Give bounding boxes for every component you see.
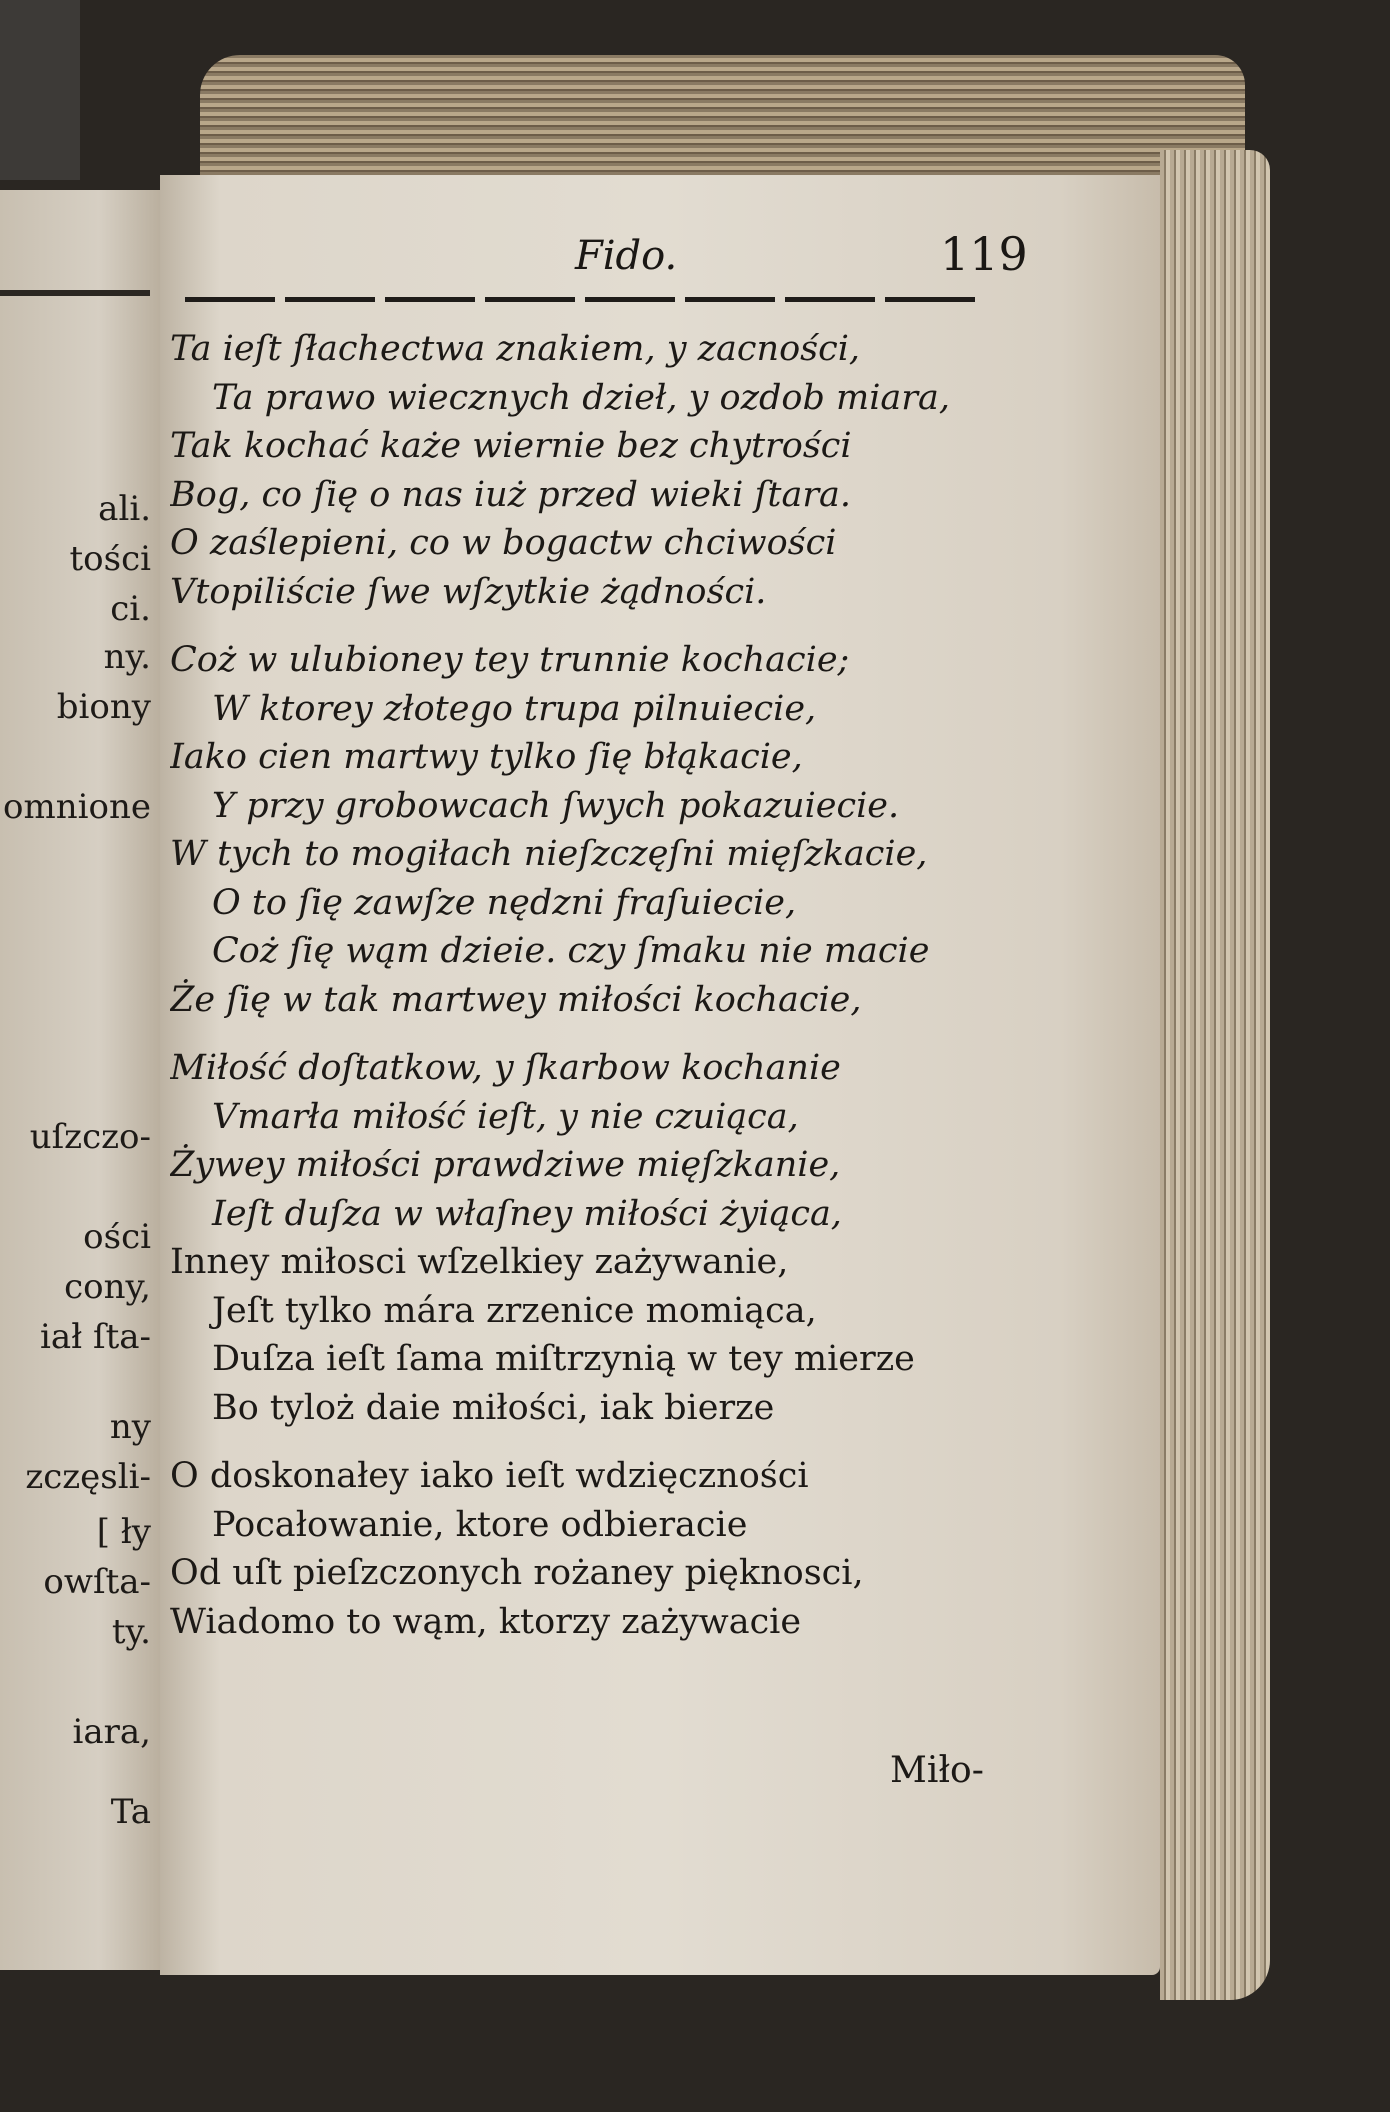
verse-line: Ta ieſt ſłachectwa znakiem, y zacności, (170, 329, 861, 369)
verse-line: Inney miłosci wſzelkiey zażywanie, (170, 1242, 789, 1282)
verse-line: W tych to mogiłach nieſzczęſni mięſzkacie, (170, 834, 928, 874)
left-fragment: biony (56, 687, 151, 727)
verse-line: Iako cien martwy tylko ſię błąkacie, (170, 737, 803, 777)
catchword: Miło- (890, 1750, 984, 1791)
verse-line: O doskonałey iako ieſt wdzięczności (170, 1456, 809, 1496)
left-fragment: ty. (111, 1612, 151, 1652)
left-fragment: Ta (110, 1792, 151, 1832)
left-fragment: uſzczo- (29, 1117, 151, 1157)
left-fragment: ali. (98, 489, 151, 529)
left-fragment: omnione (3, 787, 151, 827)
verse-line: Y przy grobowcach ſwych pokazuiecie. (212, 785, 900, 826)
left-fragment: cony, (64, 1267, 151, 1307)
verse-line: O to ſię zawſze nędzni fraſuiecie, (212, 882, 797, 923)
book-spine (0, 0, 80, 180)
stanza-gap (170, 616, 1070, 636)
stanza (170, 1044, 1070, 1432)
verse-line: Ta prawo wiecznych dzieł, y ozdob miara, (212, 377, 951, 418)
verse-line: Wiadomo to wąm, ktorzy zażywacie (170, 1601, 802, 1642)
poem-text (170, 325, 1070, 1646)
left-fragment: ci. (110, 589, 151, 629)
header-rule (185, 297, 985, 302)
left-fragment: ny. (103, 637, 151, 677)
stanza-gap (170, 1024, 1070, 1044)
page-number: 119 (940, 227, 1028, 281)
verse-line: Tak kochać każe wiernie bez chytrości (170, 426, 852, 466)
left-fragment: [ ły (96, 1512, 151, 1552)
verse-line: W ktorey złotego trupa pilnuiecie, (212, 688, 817, 729)
verse-line: O zaślepieni, co w bogactw chciwości (170, 523, 837, 563)
page-edges-top (200, 55, 1245, 175)
verse-line: Duſza ieſt ſama miſtrzynią w tey mierze (212, 1339, 915, 1379)
left-fragment: tości (69, 539, 151, 579)
verse-line: Ieſt duſza w właſney miłości żyiąca, (212, 1193, 842, 1234)
verse-line: Coż ſię wąm dzieie. czy ſmaku nie macie (212, 931, 930, 971)
stanza-gap (170, 1432, 1070, 1452)
verse-line: Jeſt tylko mára zrzenice momiąca, (212, 1290, 817, 1331)
stanza (170, 325, 1070, 616)
left-fragment: ny (109, 1407, 151, 1447)
page-edges-right (1160, 150, 1270, 2000)
verse-line: Że ſię w tak martwey miłości kochacie, (170, 979, 862, 1020)
verse-line: Vmarła miłość ieſt, y nie czuiąca, (212, 1096, 799, 1137)
verse-line: Pocałowanie, ktore odbieracie (212, 1504, 748, 1545)
left-fragment: iał ſta- (40, 1317, 151, 1357)
running-title: Fido. (575, 233, 678, 279)
left-page (0, 190, 165, 1970)
left-fragment: zczęsli- (25, 1457, 151, 1497)
left-fragment: ości (83, 1217, 151, 1257)
left-fragment: iara, (72, 1712, 151, 1752)
left-fragment: owſta- (43, 1562, 151, 1602)
left-header-rule (0, 290, 150, 296)
verse-line: Vtopiliście ſwe wſzytkie żądności. (170, 571, 767, 612)
verse-line: Żywey miłości prawdziwe mięſzkanie, (170, 1145, 841, 1185)
right-page (160, 175, 1160, 1975)
verse-line: Bo tyloż daie miłości, iak bierze (212, 1387, 775, 1428)
verse-line: Miłość doſtatkow, y ſkarbow kochanie (170, 1048, 841, 1088)
verse-line: Od uſt pieſzczonych rożaney pięknosci, (170, 1553, 864, 1593)
verse-line: Bog, co ſię o nas iuż przed wieki ſtara. (170, 474, 852, 515)
stanza (170, 636, 1070, 1024)
stanza (170, 1452, 1070, 1646)
verse-line: Coż w ulubioney tey trunnie kochacie; (170, 640, 850, 680)
